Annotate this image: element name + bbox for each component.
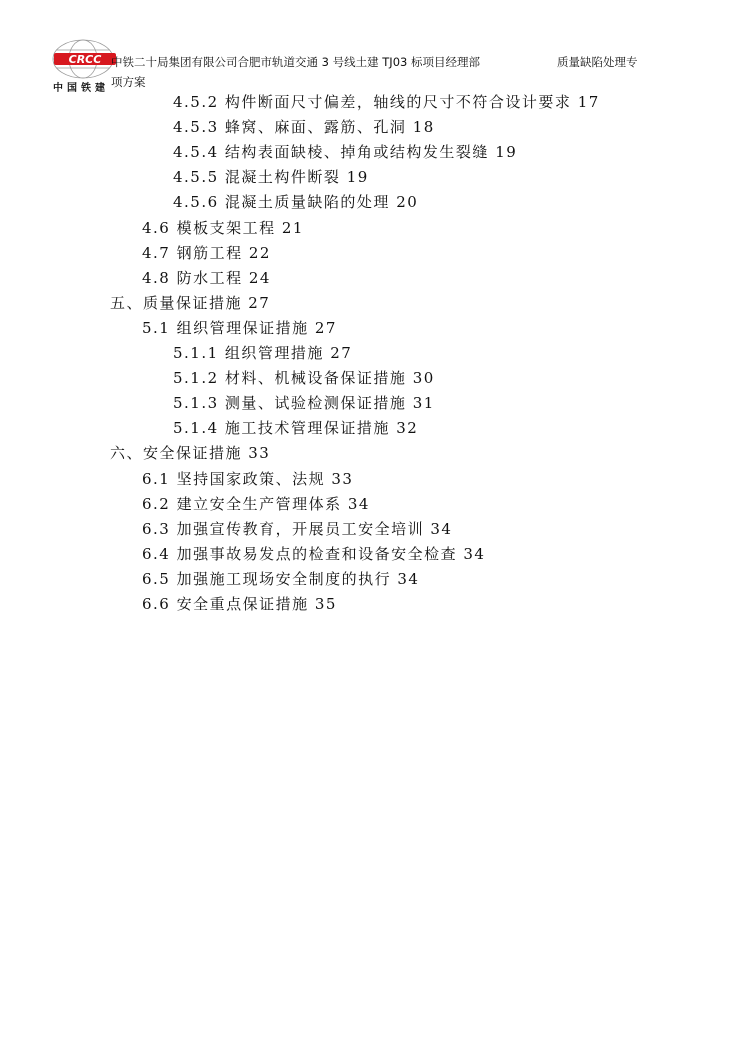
toc-entry[interactable]: 4.5.4 结构表面缺棱、掉角或结构发生裂缝 19: [173, 143, 518, 162]
toc-entry[interactable]: 5.1.3 测量、试验检测保证措施 31: [173, 394, 435, 413]
toc-entry[interactable]: 6.4 加强事故易发点的检查和设备安全检查 34: [142, 544, 486, 563]
toc-entry[interactable]: 6.1 坚持国家政策、法规 33: [142, 469, 354, 488]
toc-entry[interactable]: 6.5 加强施工现场安全制度的执行 34: [142, 569, 420, 588]
toc-entry[interactable]: 六、安全保证措施 33: [110, 444, 271, 463]
toc-entry[interactable]: 4.5.2 构件断面尺寸偏差，轴线的尺寸不符合设计要求 17: [173, 93, 600, 111]
toc-entry[interactable]: 4.5.5 混凝土构件断裂 19: [173, 168, 369, 187]
header-doc-title: 质量缺陷处理专: [557, 55, 638, 69]
toc-entry[interactable]: 4.5.3 蜂窝、麻面、露筋、孔洞 18: [173, 118, 435, 137]
toc-entry[interactable]: 五、质量保证措施 27: [110, 293, 271, 312]
toc-entry[interactable]: 5.1.2 材料、机械设备保证措施 30: [173, 369, 435, 388]
toc-entry[interactable]: 4.5.6 混凝土质量缺陷的处理 20: [173, 193, 419, 212]
toc-entry[interactable]: 5.1.4 施工技术管理保证措施 32: [173, 419, 419, 438]
logo-text: 中国铁建: [53, 83, 109, 94]
toc-entry[interactable]: 4.6 模板支架工程 21: [142, 218, 304, 237]
toc-entry[interactable]: 6.3 加强宣传教育，开展员工安全培训 34: [142, 519, 453, 538]
logo-mark: CRCC: [68, 53, 102, 66]
toc-entry[interactable]: 5.1.1 组织管理措施 27: [173, 344, 353, 362]
toc-entry[interactable]: 6.6 安全重点保证措施 35: [142, 595, 337, 613]
toc-entry[interactable]: 5.1 组织管理保证措施 27: [142, 318, 337, 337]
header-company: 中铁二十局集团有限公司合肥市轨道交通 3 号线土建 TJ03 标项目经理部: [111, 55, 480, 69]
toc-entry[interactable]: 6.2 建立安全生产管理体系 34: [142, 494, 370, 513]
toc-entry[interactable]: 4.7 钢筋工程 22: [142, 243, 271, 262]
toc-entry[interactable]: 4.8 防水工程 24: [142, 268, 271, 287]
page-header: [0, 0, 744, 100]
header-doc-title-cont: 项方案: [111, 75, 146, 89]
